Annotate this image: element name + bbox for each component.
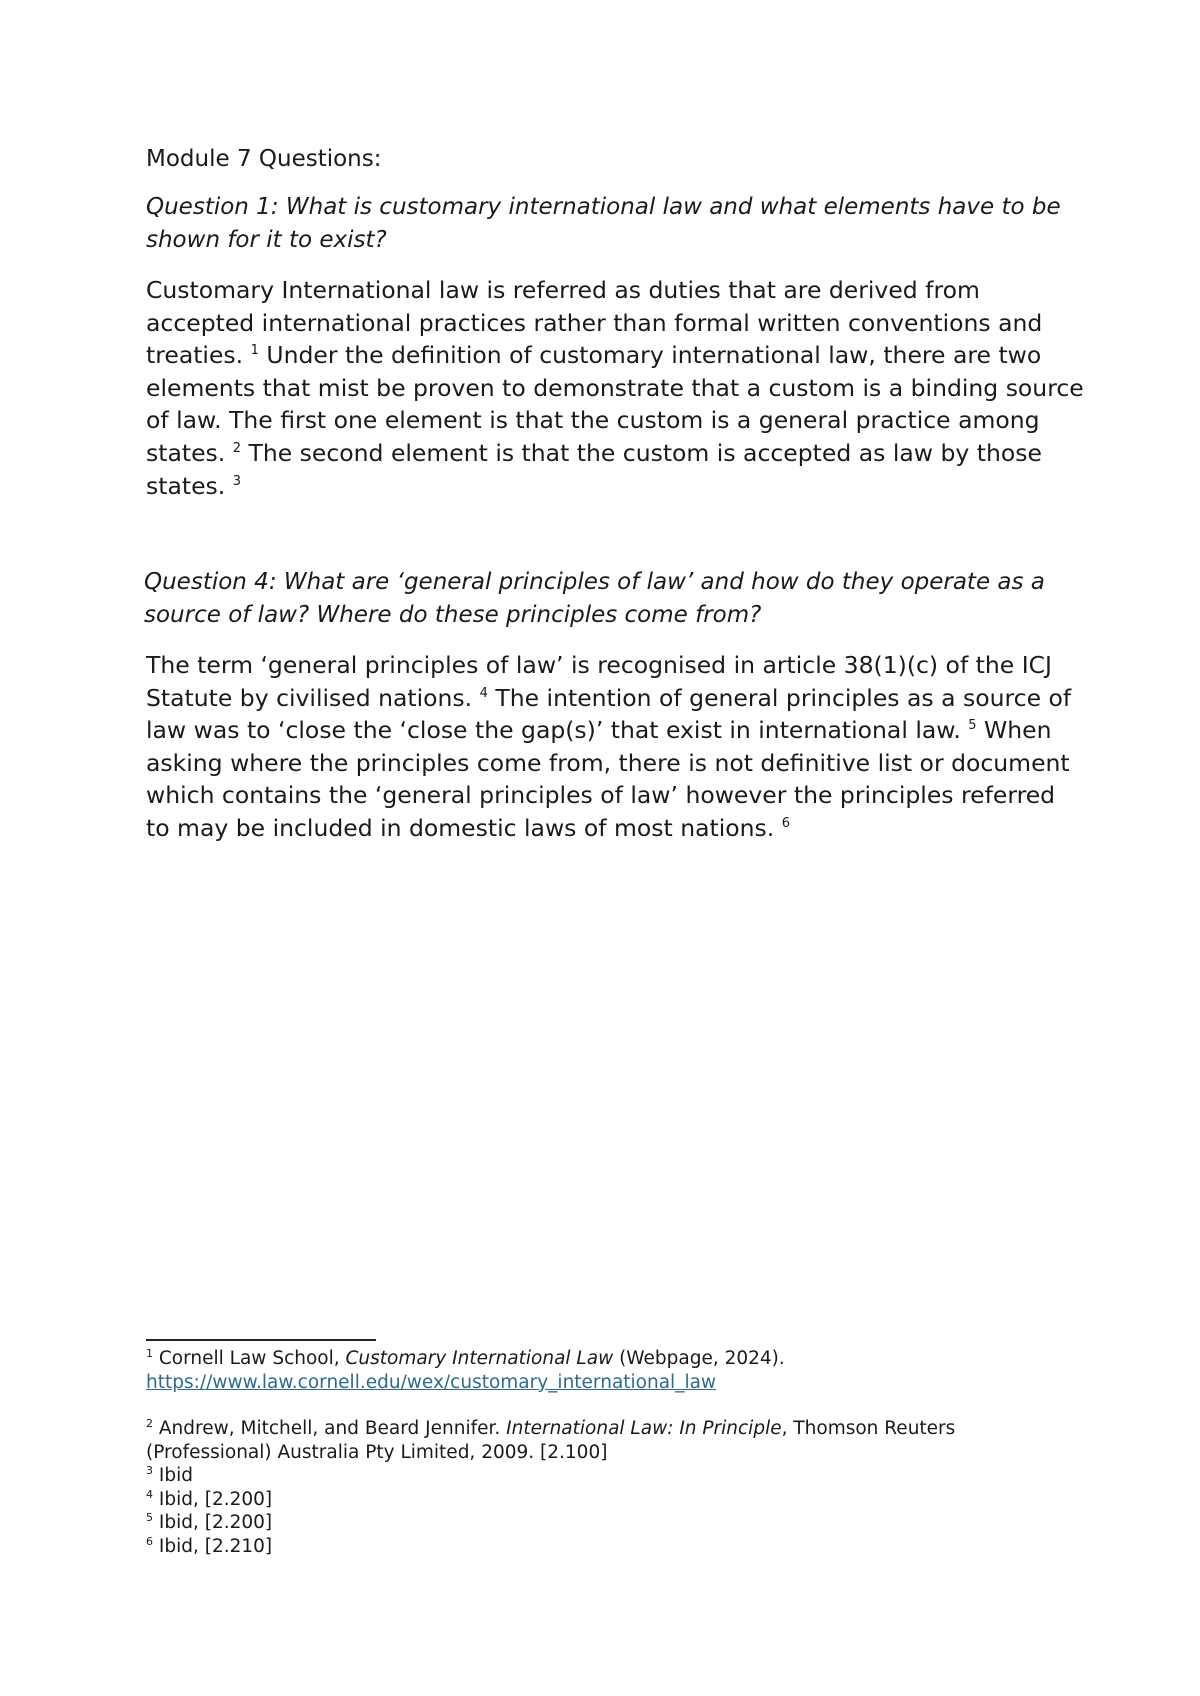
footnote-text: (Webpage, 2024). xyxy=(613,1348,785,1369)
footnote-2 xyxy=(146,1417,1086,1464)
footnote-text: Ibid, [2.200] xyxy=(153,1512,273,1533)
document-title: Module 7 Questions: xyxy=(146,146,382,172)
question-4-answer xyxy=(146,649,1086,845)
footnote-number: 5 xyxy=(146,1511,153,1524)
footnote-5 xyxy=(146,1511,1086,1535)
footnote-ref[interactable]: 6 xyxy=(781,815,790,831)
answer-text: When asking where the principles come from, there is not definitive list or document which contains the ‘general principles of law’ however the principles referred to may be included in domestic laws of most nations. xyxy=(146,716,1070,842)
footnote-separator xyxy=(146,1339,376,1341)
footnote-text: Cornell Law School, xyxy=(153,1348,346,1369)
footnote-source-title: International Law: In Principle xyxy=(506,1418,782,1439)
footnote-ref[interactable]: 5 xyxy=(968,718,977,734)
footnote-1 xyxy=(146,1347,1086,1394)
footnote-text: , Thomson Reuters (Professional) Australia Pty Limited, 2009. [2.100] xyxy=(146,1418,956,1463)
answer-text: The term ‘general principles of law’ is recognised in article 38(1)(c) of the ICJ Statute by civilised nations. xyxy=(146,651,1052,712)
question-1-answer xyxy=(146,274,1086,502)
footnote-text: Ibid, [2.210] xyxy=(153,1535,273,1557)
footnote-source-title: Customary International Law xyxy=(345,1348,614,1369)
footnote-text: Ibid xyxy=(153,1465,193,1486)
footnote-text: Ibid, [2.200] xyxy=(153,1488,273,1510)
footnote-number: 1 xyxy=(146,1347,153,1360)
footnote-6 xyxy=(146,1535,1086,1559)
answer-text: Customary International law is referred as duties that are derived from accepted international practices rather than formal written conventions and treaties. xyxy=(146,276,1043,370)
footnote-link[interactable]: https://www.law.cornell.edu/wex/customary_international_law xyxy=(146,1371,717,1393)
answer-text: The intention of general principles as a source of law was to ‘close the ‘close the gap(s)’ that exist in international law. xyxy=(146,683,1072,745)
footnote-number: 4 xyxy=(146,1487,153,1501)
footnote-ref[interactable]: 4 xyxy=(479,685,488,701)
footnote-ref[interactable]: 2 xyxy=(232,440,242,456)
question-4-heading: Question 4: What are ‘general principles of law’ and how do they operate as a source of law? Where do these principles come from? xyxy=(144,569,1045,628)
footnote-3 xyxy=(146,1464,1086,1488)
answer-text: The second element is that the custom is accepted as law by those states. xyxy=(146,438,1042,500)
footnote-number: 3 xyxy=(146,1464,153,1477)
footnote-number: 2 xyxy=(146,1417,153,1430)
footnote-4 xyxy=(146,1488,1086,1512)
footnote-number: 6 xyxy=(146,1534,153,1548)
answer-text: Under the definition of customary international law, there are two elements that mist be proven to demonstrate that a custom is a binding source of law. The first one element is that the custom is a general practice among states. xyxy=(146,341,1084,467)
footnote-text: Andrew, Mitchell, and Beard Jennifer. xyxy=(153,1418,507,1439)
footnotes-section xyxy=(146,1347,1086,1558)
footnote-ref[interactable]: 3 xyxy=(232,473,242,489)
footnote-ref[interactable]: 1 xyxy=(250,343,259,359)
question-1-heading: Question 1: What is customary international law and what elements have to be shown for it to exist? xyxy=(146,194,1061,253)
